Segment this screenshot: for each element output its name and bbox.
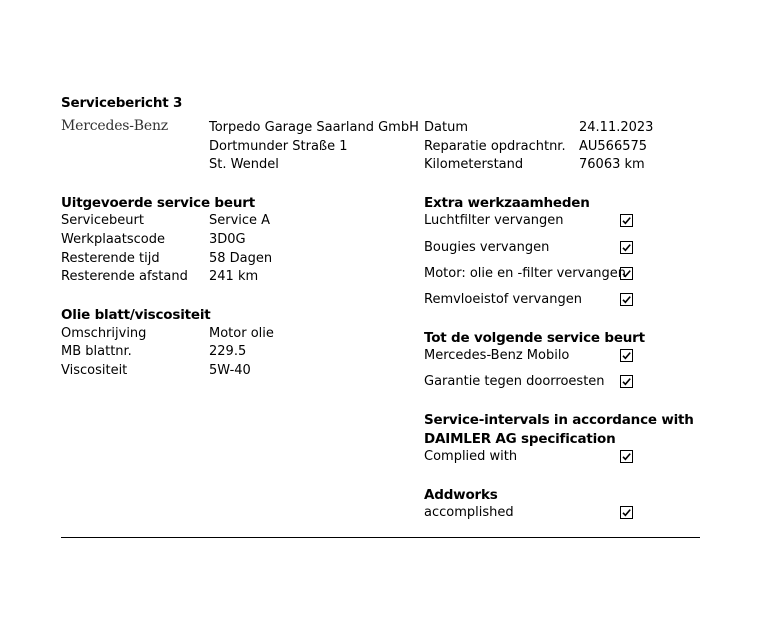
info-label-mileage: Kilometerstand <box>424 157 524 172</box>
garage-name: Torpedo Garage Saarland GmbH <box>209 120 419 135</box>
oil-value: Motor olie <box>209 326 274 341</box>
intervals-item-checkbox[interactable] <box>620 450 633 463</box>
addworks-item-checkbox[interactable] <box>620 506 633 519</box>
oil-label: Viscositeit <box>61 363 128 378</box>
addworks-item-label: accomplished <box>424 505 514 520</box>
service-label: Servicebeurt <box>61 213 144 228</box>
intervals-heading-line2: DAIMLER AG specification <box>424 431 616 447</box>
intervals-heading-line1: Service-intervals in accordance with <box>424 412 694 428</box>
service-value: 58 Dagen <box>209 251 273 266</box>
info-label-order: Reparatie opdrachtnr. <box>424 139 566 154</box>
garage-city: St. Wendel <box>209 157 279 172</box>
info-label-date: Datum <box>424 120 468 135</box>
next-item-checkbox[interactable] <box>620 349 633 362</box>
oil-label: MB blattnr. <box>61 344 132 359</box>
service-label: Resterende tijd <box>61 251 160 266</box>
extra-item-checkbox[interactable] <box>620 241 633 254</box>
intervals-item-label: Complied with <box>424 449 518 464</box>
bottom-divider <box>61 537 700 538</box>
extra-item-label: Remvloeistof vervangen <box>424 292 582 307</box>
oil-heading: Olie blatt/viscositeit <box>61 307 211 323</box>
service-label: Resterende afstand <box>61 269 188 284</box>
oil-label: Omschrijving <box>61 326 147 341</box>
next-heading: Tot de volgende service beurt <box>424 330 645 346</box>
extra-item-checkbox[interactable] <box>620 214 633 227</box>
oil-value: 5W-40 <box>209 363 251 378</box>
extra-item-checkbox[interactable] <box>620 293 633 306</box>
service-value: 241 km <box>209 269 259 284</box>
service-heading: Uitgevoerde service beurt <box>61 195 255 211</box>
extra-heading: Extra werkzaamheden <box>424 195 590 211</box>
next-item-label: Garantie tegen doorroesten <box>424 374 605 389</box>
service-label: Werkplaatscode <box>61 232 165 247</box>
brand-logo-text: Mercedes-Benz <box>61 118 168 134</box>
info-value-mileage: 76063 km <box>579 157 645 172</box>
oil-value: 229.5 <box>209 344 247 359</box>
report-title: Servicebericht 3 <box>61 95 183 111</box>
addworks-heading: Addworks <box>424 487 498 503</box>
info-value-order: AU566575 <box>579 139 648 154</box>
info-value-date: 24.11.2023 <box>579 120 654 135</box>
service-value: Service A <box>209 213 271 228</box>
extra-item-label: Motor: olie en -filter vervangen <box>424 266 627 281</box>
next-item-label: Mercedes-Benz Mobilo <box>424 348 570 363</box>
next-item-checkbox[interactable] <box>620 375 633 388</box>
extra-item-label: Luchtfilter vervangen <box>424 213 564 228</box>
service-value: 3D0G <box>209 232 246 247</box>
extra-item-label: Bougies vervangen <box>424 240 550 255</box>
extra-item-checkbox[interactable] <box>620 267 633 280</box>
garage-street: Dortmunder Straße 1 <box>209 139 348 154</box>
